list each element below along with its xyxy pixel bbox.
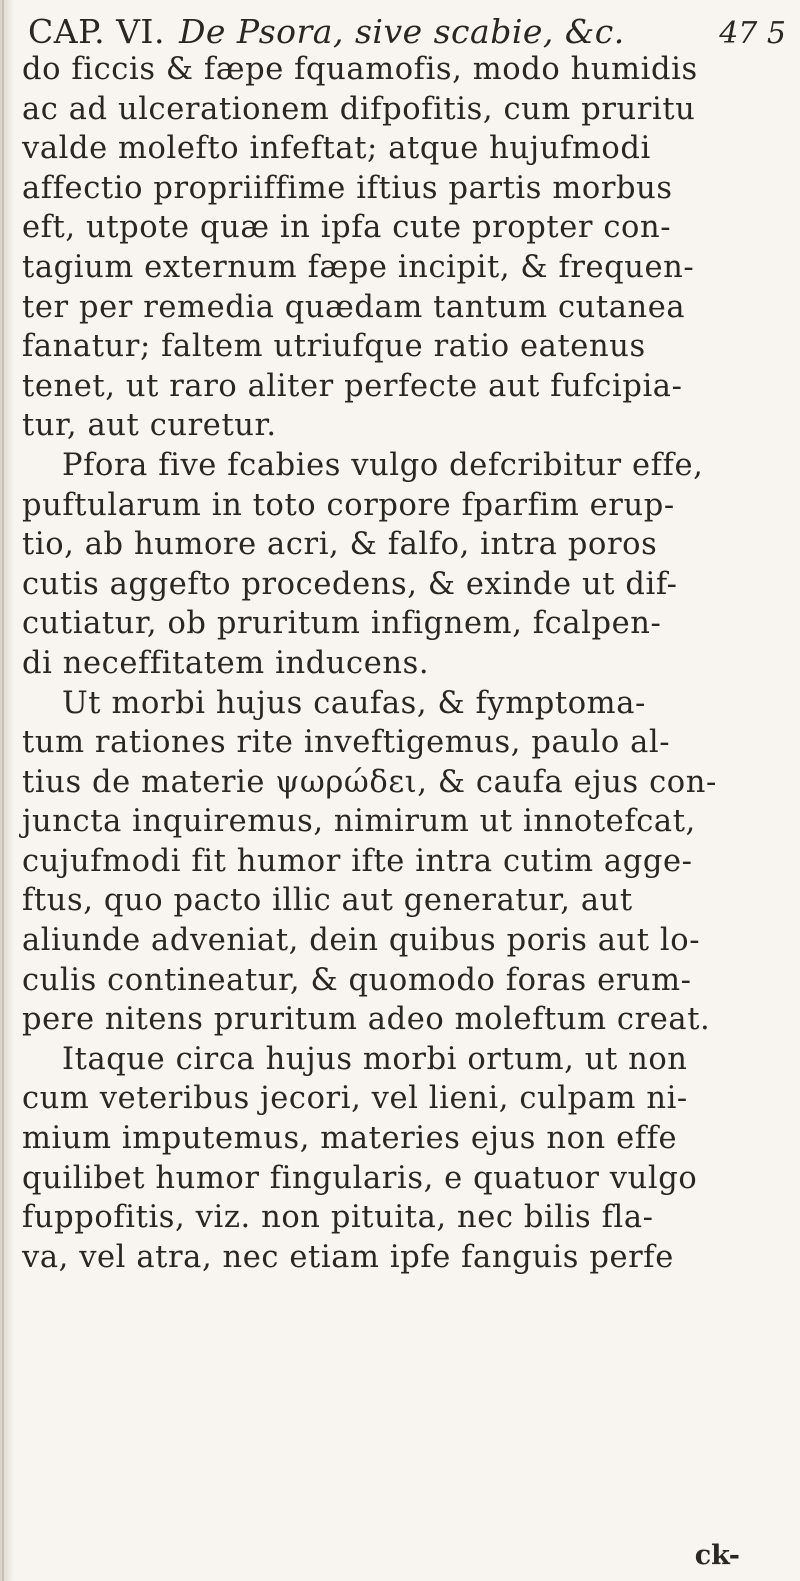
running-title: De Psora, sive scabie, &c.	[178, 12, 625, 51]
text-line: pere nitens pruritum adeo moleftum creat.	[22, 1002, 711, 1038]
text-line: fanatur; faltem utriufque ratio eatenus	[22, 329, 646, 365]
text-line: ftus, quo pacto illic aut generatur, aut	[22, 883, 633, 919]
text-line: mium imputemus, materies ejus non effe	[22, 1121, 678, 1157]
text-line: cutis aggefto procedens, & exinde ut dif-	[22, 566, 678, 602]
text-line: tum rationes rite inveftigemus, paulo al-	[22, 725, 671, 761]
text-line: aliunde adveniat, dein quibus poris aut lo-	[22, 923, 701, 959]
text-line: quilibet humor fingularis, e quatuor vulgo	[22, 1160, 698, 1196]
text-line: cujufmodi fit humor ifte intra cutim agge-	[22, 843, 693, 879]
running-head	[28, 12, 625, 51]
paragraph-start-line: Itaque circa hujus morbi ortum, ut non	[62, 1041, 688, 1077]
text-line: tio, ab humore acri, & falfo, intra poros	[22, 527, 658, 563]
text-line: juncta inquiremus, nimirum ut innotefcat,	[22, 804, 696, 840]
text-line: ter per remedia quædam tantum cutanea	[22, 289, 686, 325]
text-line: puftularum in toto corpore fparfim erup-	[22, 487, 675, 523]
page-header	[28, 8, 788, 52]
paragraph-start-line: Pfora five fcabies vulgo defcribitur effe,	[62, 447, 704, 483]
gutter-line	[2, 0, 4, 1581]
text-line: va, vel atra, nec etiam ipfe fanguis perfe	[22, 1239, 674, 1275]
text-line: tagium externum fæpe incipit, & frequen-	[22, 249, 695, 285]
text-line: valde molefto infeftat; atque hujufmodi	[22, 131, 651, 167]
text-line: affectio propriiffime iftius partis morbus	[22, 170, 673, 206]
text-line: tenet, ut raro aliter perfecte aut fufcipia-	[22, 368, 683, 404]
chapter-label: CAP. VI.	[28, 12, 165, 51]
catchword: ck-	[694, 1540, 740, 1571]
text-line: di neceffitatem inducens.	[22, 645, 430, 681]
page-number: 47 5	[719, 16, 786, 51]
text-line: cutiatur, ob pruritum infignem, fcalpen-	[22, 606, 662, 642]
text-line: cum veteribus jecori, vel lieni, culpam ni-	[22, 1081, 688, 1117]
text-line: tur, aut curetur.	[22, 408, 277, 444]
text-line: eft, utpote quæ in ipfa cute propter con-	[22, 210, 672, 246]
text-line: fuppofitis, viz. non pituita, nec bilis fla-	[22, 1200, 654, 1236]
body-text	[22, 50, 792, 1277]
paragraph-start-line: Ut morbi hujus caufas, & fymptoma-	[62, 685, 646, 721]
text-line: do ficcis & fæpe fquamofis, modo humidis	[22, 52, 698, 87]
text-line: tius de materie ψωρώδει, & caufa ejus con-	[22, 764, 717, 800]
text-line: ac ad ulcerationem difpofitis, cum pruritu	[22, 91, 696, 127]
text-line: culis contineatur, & quomodo foras erum-	[22, 962, 692, 998]
